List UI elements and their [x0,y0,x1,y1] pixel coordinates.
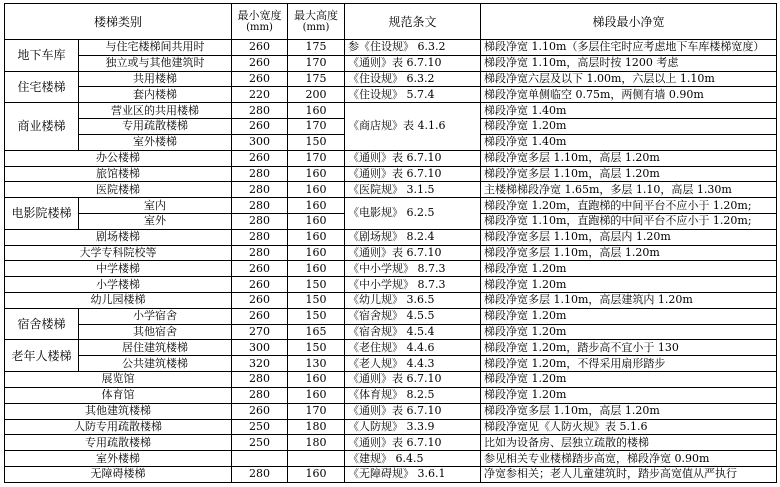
row-max-height: 160 [288,213,345,229]
row-min-width: 270 [232,324,288,340]
table-row [5,387,777,403]
row-note: 梯段净宽 1.20m [481,308,777,324]
row-min-width: 260 [232,277,288,293]
row-min-width: 280 [232,245,288,261]
table-row [5,182,777,198]
row-max-height: 150 [288,293,345,309]
row-category: 展览馆 [5,372,232,388]
header-code: 规范条文 [345,4,481,40]
row-subcategory: 其他宿舍 [79,324,232,340]
row-note: 梯段净宽单侧临空 0.75m，两侧有墙 0.90m [481,87,777,103]
row-note: 梯段净宽 1.20m [481,387,777,403]
table-row [5,71,777,87]
row-min-width: 260 [232,261,288,277]
row-code: 《建规》 6.4.5 [345,451,481,467]
header-max-height-label: 最大高度 [294,9,339,22]
table-row [5,261,777,277]
table-row [5,293,777,309]
header-max-height [288,4,345,40]
row-note: 梯段净宽 1.20m [481,119,777,135]
row-note: 梯段净宽 1.20m [481,372,777,388]
row-subcategory: 室外楼梯 [79,134,232,150]
row-note: 梯段净宽 1.10m，高层时按 1200 考虑 [481,55,777,71]
header-category: 楼梯类别 [5,4,232,40]
row-code: 《商店规》表 4.1.6 [345,103,481,150]
row-subcategory: 独立或与其他建筑时 [79,55,232,71]
row-subcategory: 小学宿舍 [79,308,232,324]
row-min-width: 260 [232,293,288,309]
row-code: 《医院规》 3.1.5 [345,182,481,198]
row-max-height: 165 [288,324,345,340]
row-code: 《中小学规》 8.7.3 [345,277,481,293]
row-max-height: 170 [288,55,345,71]
row-category: 无障碍楼梯 [5,466,232,482]
row-note: 梯段净宽 1.40m [481,103,777,119]
table-row [5,419,777,435]
row-min-width: 260 [232,71,288,87]
row-max-height: 180 [288,419,345,435]
row-min-width: 250 [232,435,288,451]
row-max-height: 160 [288,229,345,245]
row-note: 主楼梯梯段净宽 1.65m，多层 1.10，高层 1.30m [481,182,777,198]
row-subcategory: 共用楼梯 [79,71,232,87]
row-min-width: 300 [232,134,288,150]
table-row [5,340,777,356]
row-min-width: 280 [232,182,288,198]
row-subcategory: 与住宅楼梯间共用时 [79,40,232,56]
row-note: 梯段净宽 1.40m [481,134,777,150]
row-max-height: 170 [288,119,345,135]
header-max-height-unit: (mm) [302,22,330,33]
row-group-label: 地下车库 [5,40,79,72]
table-row [5,198,777,214]
row-min-width: 280 [232,372,288,388]
row-max-height: 175 [288,71,345,87]
table-row [5,87,777,103]
row-code: 《电影规》 6.2.5 [345,198,481,230]
row-category: 办公楼梯 [5,150,232,166]
row-max-height: 160 [288,261,345,277]
row-max-height: 160 [288,198,345,214]
row-category: 旅馆楼梯 [5,166,232,182]
row-code: 《老住规》 4.4.6 [345,340,481,356]
header-clear-width: 梯段最小净宽 [481,4,777,40]
row-max-height: 180 [288,435,345,451]
row-subcategory: 营业区的共用楼梯 [79,103,232,119]
row-min-width: 320 [232,356,288,372]
row-subcategory: 套内楼梯 [79,87,232,103]
row-code: 《通则》表 6.7.10 [345,166,481,182]
table-row [5,451,777,467]
row-code: 《无障碍规》 3.6.1 [345,466,481,482]
row-note: 梯段净宽多层 1.10m，高层 1.20m [481,150,777,166]
row-min-width: 260 [232,55,288,71]
row-subcategory: 专用疏散楼梯 [79,119,232,135]
row-min-width: 300 [232,340,288,356]
row-subcategory: 公共建筑楼梯 [79,356,232,372]
table-row [5,403,777,419]
row-note: 梯段净宽多层 1.10m，高层 1.20m [481,403,777,419]
row-max-height [288,451,345,467]
row-max-height: 160 [288,245,345,261]
row-category: 体育馆 [5,387,232,403]
row-min-width: 260 [232,119,288,135]
row-max-height: 150 [288,308,345,324]
row-code: 《通则》表 6.7.10 [345,245,481,261]
row-code: 《通则》表 6.7.10 [345,150,481,166]
row-min-width: 260 [232,150,288,166]
row-note: 梯段净宽 1.20m，直跑梯的中间平台不应小于 1.20m; [481,198,777,214]
row-min-width: 260 [232,308,288,324]
row-note: 梯段净宽 1.20m，不得采用扇形踏步 [481,356,777,372]
row-code: 《通则》表 6.7.10 [345,55,481,71]
row-code: 《住设规》 5.7.4 [345,87,481,103]
row-note: 梯段净宽 1.20m，踏步高不宜小于 130 [481,340,777,356]
row-group-label: 商业楼梯 [5,103,79,150]
row-category: 幼儿园楼梯 [5,293,232,309]
row-note: 参见相关专业楼梯踏步高宽，梯段净宽 0.90m [481,451,777,467]
table-row [5,466,777,482]
row-note: 比如为设备房、层独立疏散的楼梯 [481,435,777,451]
row-note: 梯段净宽 1.10m（多层住宅时应考虑地下车库楼梯宽度） [481,40,777,56]
header-min-width [232,4,288,40]
row-subcategory: 居住建筑楼梯 [79,340,232,356]
table-row [5,324,777,340]
row-max-height: 160 [288,103,345,119]
row-code: 《剧场规》 8.2.4 [345,229,481,245]
row-max-height: 130 [288,356,345,372]
row-code: 《中小学规》 8.7.3 [345,261,481,277]
row-max-height: 160 [288,387,345,403]
row-note: 梯段净宽 1.20m [481,261,777,277]
table-row [5,435,777,451]
row-group-label: 宿舍楼梯 [5,308,79,340]
row-category: 剧场楼梯 [5,229,232,245]
table-row [5,150,777,166]
row-category: 专用疏散楼梯 [5,435,232,451]
row-note: 梯段净宽多层 1.10m，高层 1.20m [481,245,777,261]
table-row [5,40,777,56]
row-note: 梯段净宽 1.20m [481,277,777,293]
row-code: 参《住设规》 6.3.2 [345,40,481,56]
table-row [5,229,777,245]
row-note: 梯段净宽 1.20m [481,324,777,340]
row-max-height: 175 [288,40,345,56]
row-code: 《通则》表 6.7.10 [345,403,481,419]
row-code: 《体育规》 8.2.5 [345,387,481,403]
row-code: 《宿舍规》 4.5.5 [345,308,481,324]
row-max-height: 170 [288,150,345,166]
row-min-width: 280 [232,166,288,182]
row-max-height: 160 [288,466,345,482]
row-group-label: 老年人楼梯 [5,340,79,372]
row-min-width [232,451,288,467]
row-min-width: 260 [232,40,288,56]
row-code: 《老人规》 4.4.3 [345,356,481,372]
table-row [5,372,777,388]
table-row [5,103,777,119]
row-min-width: 280 [232,198,288,214]
row-subcategory: 室外 [79,213,232,229]
row-subcategory: 室内 [79,198,232,214]
row-group-label: 电影院楼梯 [5,198,79,230]
row-min-width: 280 [232,387,288,403]
row-code: 《住设规》 6.3.2 [345,71,481,87]
row-min-width: 250 [232,419,288,435]
row-note: 净宽参相关；老人儿童建筑时，踏步高宽值从严执行 [481,466,777,482]
row-category: 中学楼梯 [5,261,232,277]
row-code: 《人防规》 3.3.9 [345,419,481,435]
row-code: 《通则》表 6.7.10 [345,435,481,451]
table-row [5,166,777,182]
table-row [5,356,777,372]
row-note: 梯段净宽见《人防火规》表 5.1.6 [481,419,777,435]
row-min-width: 280 [232,466,288,482]
table-row [5,55,777,71]
row-note: 梯段净宽多层 1.10m，高层 1.20m [481,166,777,182]
row-min-width: 220 [232,87,288,103]
row-min-width: 280 [232,229,288,245]
row-category: 大学专科院校等 [5,245,232,261]
row-group-label: 住宅楼梯 [5,71,79,103]
table-row [5,245,777,261]
table-row [5,277,777,293]
stair-spec-table [4,3,777,483]
header-min-width-label: 最小宽度 [237,9,282,22]
row-max-height: 160 [288,166,345,182]
table-row [5,308,777,324]
row-max-height: 150 [288,277,345,293]
row-max-height: 150 [288,134,345,150]
row-category: 小学楼梯 [5,277,232,293]
row-note: 梯段净宽六层及以下 1.00m，六层以上 1.10m [481,71,777,87]
row-code: 《幼儿规》 3.6.5 [345,293,481,309]
row-min-width: 280 [232,103,288,119]
row-note: 梯段净宽 1.10m，直跑梯的中间平台不应小于 1.20m; [481,213,777,229]
row-category: 人防专用疏散楼梯 [5,419,232,435]
header-min-width-unit: (mm) [246,22,273,33]
row-note: 梯段净宽多层 1.10m，高层内 1.20m [481,229,777,245]
row-max-height: 150 [288,340,345,356]
row-max-height: 200 [288,87,345,103]
row-category: 医院楼梯 [5,182,232,198]
row-max-height: 170 [288,403,345,419]
row-min-width: 260 [232,403,288,419]
row-note: 梯段净宽多层 1.10m，高层建筑内 1.20m [481,293,777,309]
row-category: 其他建筑楼梯 [5,403,232,419]
table-header-row [5,4,777,40]
row-min-width: 280 [232,213,288,229]
row-max-height: 160 [288,372,345,388]
row-category: 室外楼梯 [5,451,232,467]
row-max-height: 160 [288,182,345,198]
row-code: 《宿舍规》 4.5.4 [345,324,481,340]
row-code: 《通则》表 6.7.10 [345,372,481,388]
